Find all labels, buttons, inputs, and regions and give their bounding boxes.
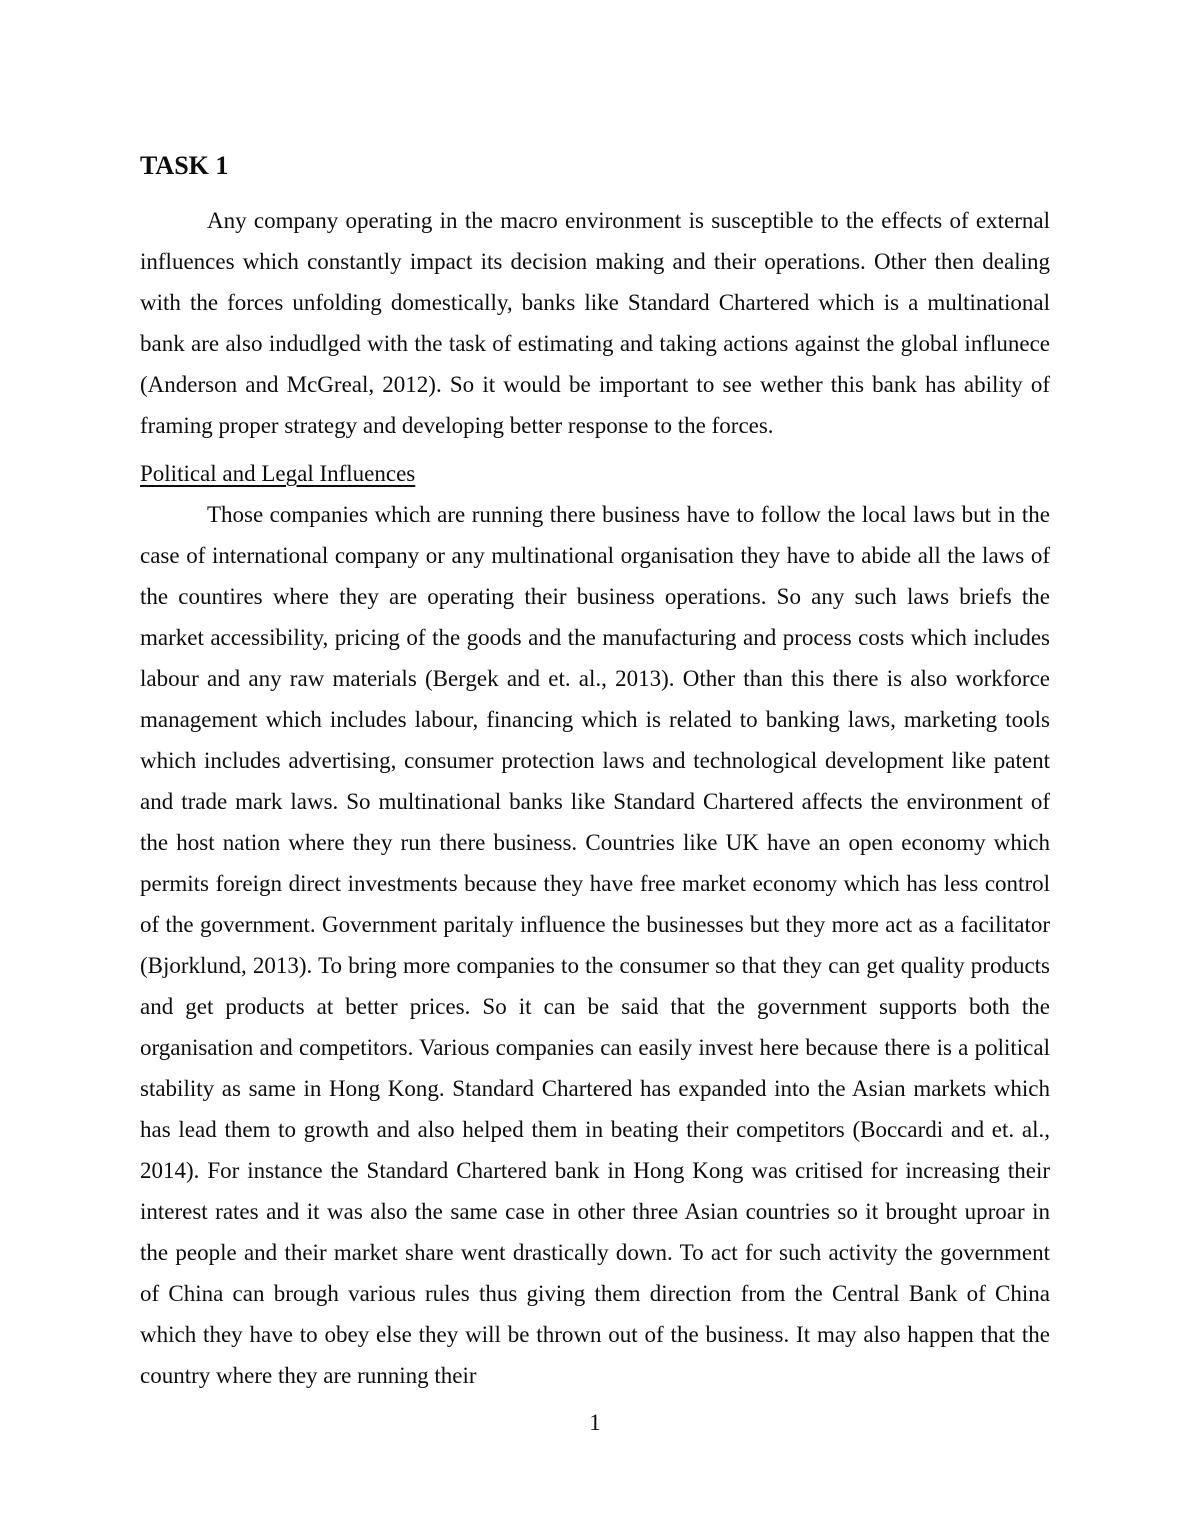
section-paragraph: Those companies which are running there business have to follow the local laws but in the case of international company or any multinational organisation they have to abide all the laws of the countires where they are operating their business operations. So any such laws briefs the market accessibility, pricing of the goods and the manufacturing and process costs which includes labour and any raw materials (Bergek and et. al., 2013). Other than this there is also workforce management which includes labour, financing which is related to banking laws, marketing tools which includes advertising, consumer protection laws and technological development like patent and trade mark laws. So multinational banks like Standard Chartered affects the environment of the host nation where they run there business. Countries like UK have an open economy which permits foreign direct investments because they have free market economy which has less control of the government. Government paritaly influence the businesses but they more act as a facilitator (Bjorklund, 2013). To bring more companies to the consumer so that they can get quality products and get products at better prices. So it can be said that the government supports both the organisation and competitors. Various companies can easily invest here because there is a political stability as same in Hong Kong. Standard Chartered has expanded into the Asian markets which has lead them to growth and also helped them in beating their competitors (Boccardi and et. al., 2014). For instance the Standard Chartered bank in Hong Kong was critised for increasing their interest rates and it was also the same case in other three Asian countries so it brought uproar in the people and their market share went drastically down. To act for such activity the government of China can brough various rules thus giving them direction from the Central Bank of China which they have to obey else they will be thrown out of the business. It may also happen that the country where they are running their bbox=[140, 502, 1050, 1388]
page-title: TASK 1 bbox=[140, 151, 229, 180]
page-number: 1 bbox=[589, 1410, 601, 1435]
section-heading: Political and Legal Influences bbox=[140, 461, 416, 486]
intro-paragraph: Any company operating in the macro environment is susceptible to the effects of external influences which constantly impact its decision making and their operations. Other then dealing with the forces unfolding domestically, banks like Standard Chartered which is a multinational bank are also indudlged with the task of estimating and taking actions against the global influnece (Anderson and McGreal, 2012). So it would be important to see wether this bank has ability of framing proper strategy and developing better response to the forces. bbox=[140, 208, 1050, 438]
